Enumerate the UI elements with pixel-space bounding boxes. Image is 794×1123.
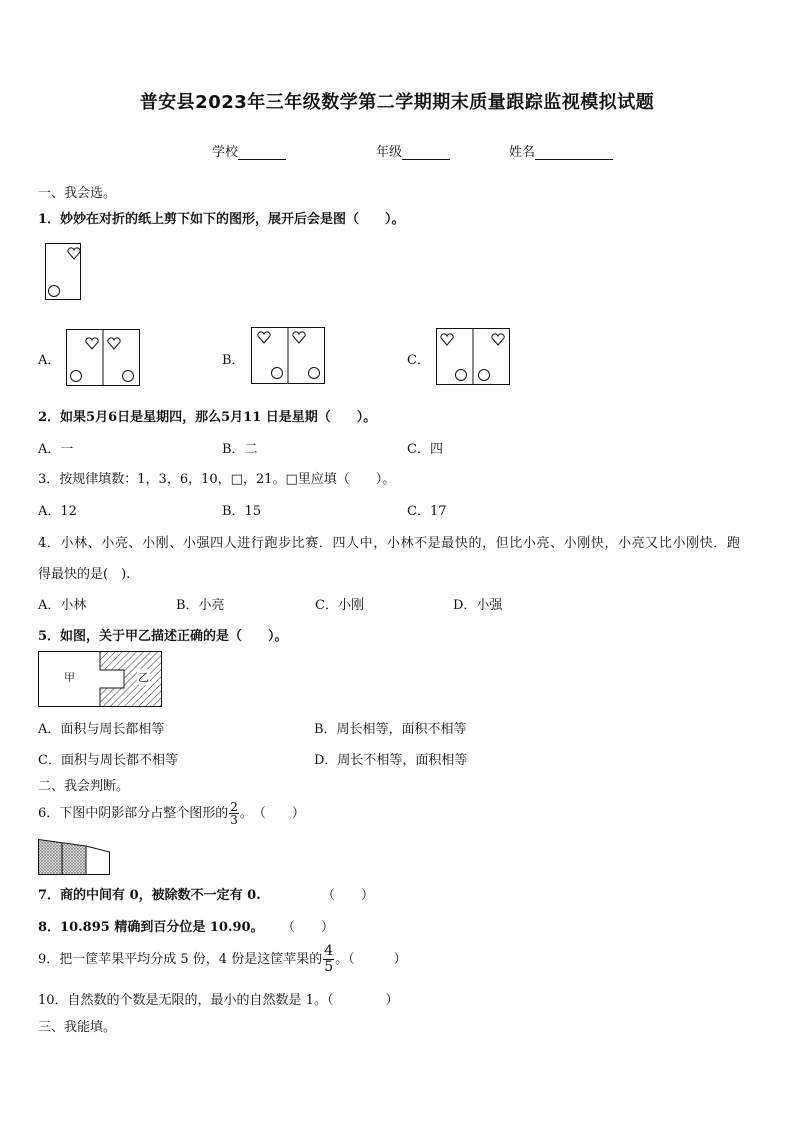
q8-answer[interactable]: （ ） (282, 920, 335, 935)
q9-fraction (323, 944, 334, 975)
q2-option-c[interactable]: C．四 (407, 442, 443, 457)
name-blank[interactable] (535, 145, 613, 160)
question-7 (38, 884, 261, 903)
yi-shaded-region (100, 652, 162, 707)
q4-option-a[interactable]: A．小林 (38, 598, 87, 613)
q4-option-b[interactable]: B．小亮 (176, 598, 225, 613)
question-1: 1．妙妙在对折的纸上剪下如下的图形，展开后会是图（ ）。 (38, 212, 405, 227)
q9-tail[interactable]: 。（ ） (335, 952, 407, 967)
name-label: 姓名 (509, 145, 536, 160)
q7-text: 7．商的中间有 0，被除数不一定有 0. (38, 888, 261, 903)
q1-option-c-label: C． (407, 353, 430, 368)
q9-text: 9．把一筐苹果平均分成 5 份，4 份是这筐苹果的 (38, 952, 323, 967)
section-3-heading: 三、我能填。 (38, 1020, 117, 1035)
q9-numerator: 4 (324, 943, 334, 959)
school-blank[interactable] (238, 145, 286, 160)
q1-option-c-figure[interactable] (436, 328, 510, 386)
school-field (212, 141, 286, 160)
school-label: 学校 (212, 145, 239, 160)
q3-option-b[interactable]: B．15 (222, 504, 262, 519)
section-2-heading: 二、我会判断。 (38, 779, 130, 794)
grade-label: 年级 (376, 145, 403, 160)
q3-option-c[interactable]: C．17 (407, 504, 447, 519)
section-1-heading: 一、我会选。 (38, 186, 117, 201)
q1-option-a-figure[interactable] (66, 329, 140, 387)
q5-option-b[interactable]: B．周长相等，面积不相等 (314, 722, 467, 737)
question-9 (38, 944, 407, 975)
q9-denominator: 5 (324, 959, 334, 975)
q6-tail: 。 （ ） (239, 806, 305, 821)
question-4-line-1: 4．小林、小亮、小刚、小强四人进行跑步比赛．四人中，小林不是最快的，但比小亮、小刚快，小亮又比小刚快．跑 (38, 536, 741, 551)
q2-option-b[interactable]: B．二 (222, 442, 258, 457)
circle-icon (49, 286, 60, 297)
q6-text: 6．下图中阴影部分占整个图形的 (38, 806, 229, 821)
q7-answer[interactable]: （ ） (322, 888, 375, 903)
grade-blank[interactable] (402, 145, 450, 160)
question-6 (38, 801, 305, 826)
question-2: 2．如果5月6日是星期四，那么5月11 日是星期（ ）。 (38, 410, 377, 425)
q6-denominator: 3 (230, 813, 238, 827)
q1-option-b-label: B． (222, 353, 245, 368)
heart-icon (68, 248, 80, 259)
q4-option-c[interactable]: C．小刚 (315, 598, 364, 613)
q5-option-a[interactable]: A．面积与周长都相等 (38, 722, 165, 737)
q1-option-b-figure[interactable] (251, 327, 325, 385)
q2-option-a[interactable]: A．一 (38, 442, 74, 457)
q4-option-d[interactable]: D．小强 (453, 598, 503, 613)
q3-option-a[interactable]: A．12 (38, 504, 77, 519)
question-8: 8．10.895 精确到百分位是 10.90。 (38, 920, 264, 935)
q5-option-c[interactable]: C．面积与周长都不相等 (38, 753, 178, 768)
page-title: 普安县2023年三年级数学第二学期期末质量跟踪监视模拟试题 (139, 92, 655, 113)
q5-yi-label: 乙 (138, 671, 149, 684)
q5-jia-label: 甲 (64, 671, 75, 684)
question-3: 3．按规律填数：1，3，6，10，□，21。□里应填（ ）。 (38, 472, 396, 487)
question-5: 5．如图，关于甲乙描述正确的是（ ）。 (38, 629, 288, 644)
q5-option-d[interactable]: D．周长不相等，面积相等 (314, 753, 468, 768)
question-4-line-2: 得最快的是( ). (38, 567, 131, 582)
name-field (509, 141, 613, 160)
q1-option-a-label: A． (38, 353, 61, 368)
q1-original-figure (45, 243, 81, 301)
q6-fraction (229, 801, 239, 826)
question-10: 10．自然数的个数是无限的，最小的自然数是 1。（ ） (38, 993, 399, 1008)
q6-figure (38, 839, 112, 875)
q6-numerator: 2 (230, 800, 238, 814)
grade-field (376, 141, 450, 160)
